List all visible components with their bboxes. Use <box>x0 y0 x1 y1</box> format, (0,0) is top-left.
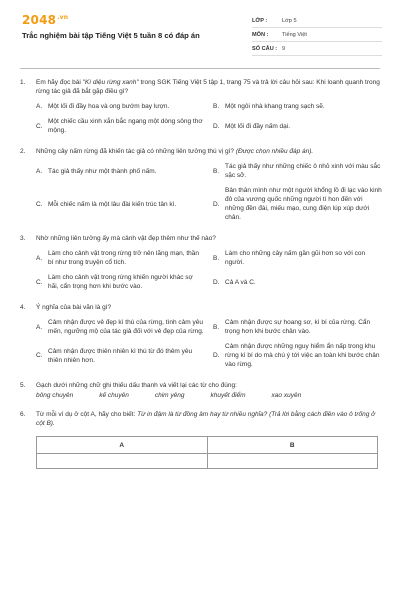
question-text: Ý nghĩa của bài văn là gì? <box>36 304 112 311</box>
page-title: Trắc nghiệm bài tập Tiếng Việt 5 tuần 8 có đáp án <box>22 31 200 40</box>
option-text: Bản thân mình như một người khổng lồ đi lạc vào kinh đô của vương quốc những người tí hon đến với những đền đài, miếu mạo, cung điện lúp xúp dưới chân. <box>225 187 382 221</box>
option-letter: D. <box>213 122 220 130</box>
meta-key: LỚP : <box>252 17 268 24</box>
question-text-part: Em hãy đọc bài <box>36 79 83 86</box>
question-text: Gạch dưới những chữ ghi thiếu dấu thanh và viết lại các từ cho đúng: <box>36 382 237 389</box>
option-d[interactable] <box>213 273 382 291</box>
question-number: 2. <box>20 148 26 155</box>
site-logo[interactable] <box>22 13 68 27</box>
option-text: Cảm nhận được vẻ đẹp kì thú của rừng, tình cảm yêu mến, ngưỡng mộ của tác giả đối với vẻ đẹp của rừng. <box>48 319 204 335</box>
question-number: 5. <box>20 382 26 389</box>
option-letter: B. <box>213 167 220 175</box>
question-3 <box>20 234 382 291</box>
option-letter: D. <box>213 352 220 359</box>
question-text-italic: Từ in đậm là từ đồng âm hay từ nhiều nghĩa? (Trả lời bằng cách điền vào ô trống ở cột B). <box>36 411 376 427</box>
question-text-part: trong SGK Tiếng Việt 5 tập 1, trang 75 và trả lời câu hỏi sau: Khi loanh quanh trong rừng tác giả đã bắt gặp điều gì? <box>36 79 380 95</box>
question-5 <box>20 381 382 400</box>
option-a[interactable] <box>36 318 205 336</box>
meta-info <box>252 14 382 56</box>
logo-text: 2048 <box>22 13 57 27</box>
option-b[interactable] <box>213 102 382 111</box>
answer-options <box>36 102 382 135</box>
option-letter: A. <box>36 103 43 110</box>
option-text: Một ngôi nhà khang trang sạch sẽ. <box>225 103 325 110</box>
question-number: 4. <box>20 304 26 311</box>
question-2 <box>20 147 382 222</box>
option-text: Một chiếc cầu xinh xắn bắc ngang một dòng sông thơ mộng. <box>48 118 203 134</box>
option-c[interactable] <box>36 342 205 369</box>
word-item[interactable]: xao xuyên <box>271 392 302 399</box>
option-a[interactable] <box>36 102 205 111</box>
logo-suffix: .vn <box>57 14 69 21</box>
meta-row-count <box>252 42 382 56</box>
option-letter: C. <box>36 278 43 286</box>
option-d[interactable] <box>213 117 382 135</box>
meta-row-subject <box>252 28 382 42</box>
word-item[interactable]: bông chuyên <box>36 392 74 399</box>
option-text: Làm cho cảnh vật trong rừng trở nên lãng mạn, thần bí như trong truyện cổ tích. <box>48 250 199 266</box>
column-a-cell <box>37 454 208 469</box>
question-6 <box>20 410 382 469</box>
meta-value: Lớp 5 <box>282 17 297 24</box>
meta-value: 9 <box>282 45 286 52</box>
meta-key: MÔN : <box>252 31 269 38</box>
question-text-part: Từ mỗi ví dụ ở cột A, hãy cho biết: <box>36 411 138 418</box>
option-c[interactable] <box>36 186 205 222</box>
option-letter: B. <box>213 323 220 331</box>
option-letter: B. <box>213 254 220 262</box>
option-text: Cả A và C. <box>225 278 256 286</box>
option-letter: A. <box>36 323 43 331</box>
question-list <box>20 78 382 481</box>
option-b[interactable] <box>213 249 382 267</box>
option-text: Làm cho những cây nấm gần gũi hơn so với con người. <box>225 250 366 266</box>
option-letter: A. <box>36 167 43 175</box>
option-text: Tác giả thấy như một thành phố nấm. <box>48 167 157 175</box>
option-text: Một lối đi đầy nấm dại. <box>225 122 291 130</box>
option-text: Mỗi chiếc nấm là một lâu đài kiến trúc tân kì. <box>48 200 177 208</box>
question-1 <box>20 78 382 135</box>
header-divider <box>20 68 380 69</box>
option-letter: D. <box>213 200 220 208</box>
word-item[interactable]: kế chuyên <box>99 392 129 399</box>
option-text: Một lối đi đầy hoa và ong bướm bay lượn. <box>48 103 170 110</box>
option-letter: C. <box>36 352 43 359</box>
option-letter: A. <box>36 254 43 262</box>
answer-options <box>36 162 382 222</box>
column-b-header: B <box>207 437 378 454</box>
option-b[interactable] <box>213 162 382 180</box>
option-text: Tác giả thấy như những chiếc ô nhỏ xinh với màu sắc sặc sỡ. <box>225 163 381 179</box>
question-number: 6. <box>20 411 26 418</box>
column-a-header: A <box>37 437 208 454</box>
column-b-cell[interactable] <box>207 454 378 469</box>
question-text-italic: "Kì diệu rừng xanh" <box>82 79 139 86</box>
option-d[interactable] <box>213 342 382 369</box>
question-text <box>36 78 382 96</box>
answer-table <box>36 436 378 469</box>
option-text: Cảm nhận được sự hoang sơ, kì bí của rừng. Cẩn trọng hơn khi bước chân vào. <box>225 319 371 335</box>
meta-row-class <box>252 14 382 28</box>
question-text-part: Những cây nấm rừng đã khiến tác giả có những liên tưởng thú vị gì? <box>36 148 236 155</box>
option-a[interactable] <box>36 162 205 180</box>
word-item[interactable]: khuyết điểm <box>210 392 246 399</box>
header <box>0 0 400 62</box>
meta-key: SỐ CÂU : <box>252 45 278 52</box>
answer-options <box>36 318 382 369</box>
option-letter: D. <box>213 278 220 286</box>
word-item[interactable]: chim yêng <box>154 392 185 399</box>
question-number: 1. <box>20 79 26 86</box>
question-text <box>36 410 382 428</box>
question-text <box>36 147 382 156</box>
option-text: Cảm nhận được những nguy hiểm ẩn nấp trong khu rừng kì bí do mà chú ý tới việc an toàn khi bước chân vào rừng. <box>225 343 380 368</box>
question-4 <box>20 303 382 369</box>
option-letter: B. <box>213 103 220 110</box>
option-letter: C. <box>36 122 43 130</box>
word-list <box>36 391 382 400</box>
option-letter: C. <box>36 200 43 208</box>
option-b[interactable] <box>213 318 382 336</box>
option-d[interactable] <box>213 186 382 222</box>
question-number: 3. <box>20 235 26 242</box>
option-c[interactable] <box>36 117 205 135</box>
question-text-italic: (Được chọn nhiều đáp án). <box>235 148 314 155</box>
option-text: Làm cho cảnh vật trong rừng khiến người khác sợ hãi, cẩn trọng hơn khi bước vào. <box>48 274 193 290</box>
option-text: Cảm nhận được thiên nhiên kì thú từ đó thêm yêu thiên nhiên hơn. <box>48 347 193 364</box>
answer-options <box>36 249 382 291</box>
meta-value: Tiếng Việt <box>282 31 307 38</box>
option-a[interactable] <box>36 249 205 267</box>
option-c[interactable] <box>36 273 205 291</box>
question-text: Nhờ những liên tưởng ấy mà cảnh vật đẹp thêm như thế nào? <box>36 235 216 242</box>
